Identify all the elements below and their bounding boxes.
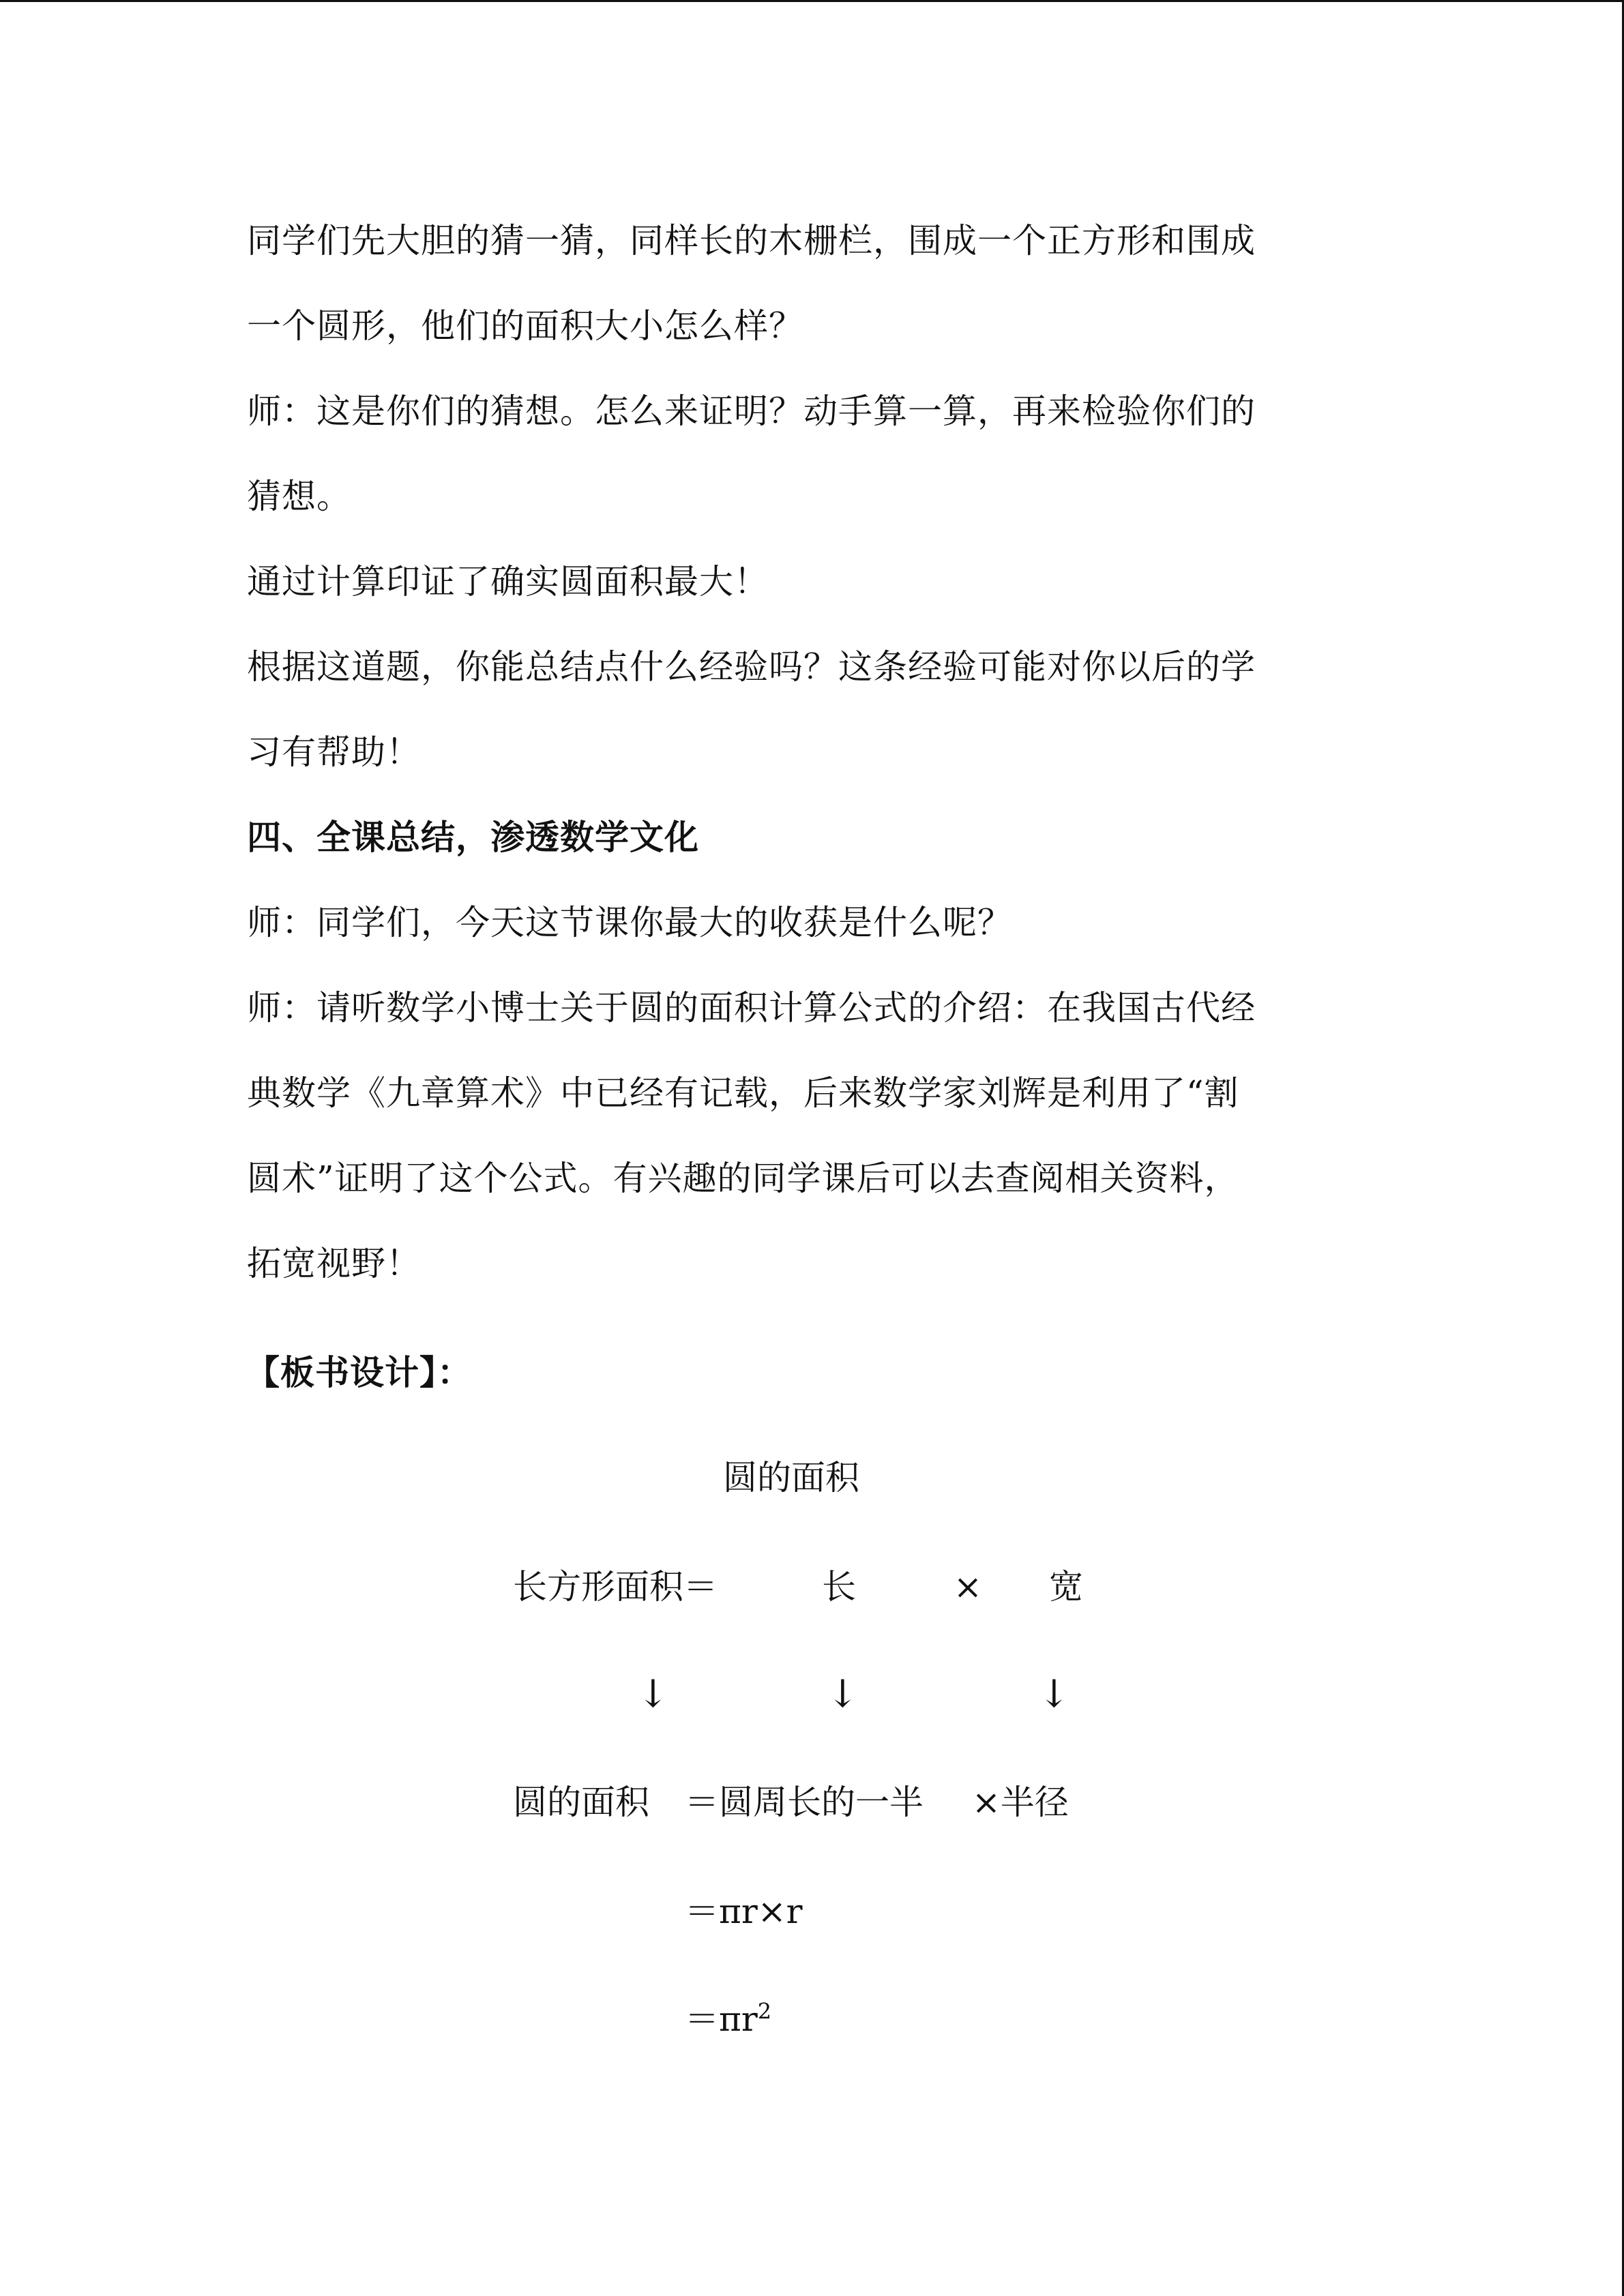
paragraph-line-4: 猜想。 [247, 477, 351, 516]
times-radius-term: ×半径 [972, 1783, 1069, 1822]
rectangle-length: 长 [822, 1567, 856, 1607]
formula-step-pi-r-times-r: ＝πr×r [685, 1892, 803, 1931]
paragraph-line-6: 根据这道题，你能总结点什么经验吗？这条经验可能对你以后的学 [247, 647, 1256, 687]
rectangle-width: 宽 [1049, 1567, 1083, 1607]
paragraph-line-11: 典数学《九章算术》中已经有记载，后来数学家刘辉是利用了“割 [247, 1073, 1239, 1113]
down-arrow-icon: ↓ [637, 1672, 669, 1716]
down-arrow-icon: ↓ [1038, 1672, 1070, 1716]
rectangle-area-label: 长方形面积＝ [513, 1567, 718, 1607]
paragraph-line-1: 同学们先大胆的猜一猜，同样长的木栅栏，围成一个正方形和围成 [247, 221, 1256, 260]
formula-result-base: ＝πr [685, 1999, 758, 2039]
section-heading: 四、全课总结，渗透数学文化 [247, 818, 699, 857]
paragraph-line-13: 拓宽视野！ [247, 1244, 421, 1283]
paragraph-line-10: 师：请听数学小博士关于圆的面积计算公式的介绍：在我国古代经 [247, 988, 1256, 1028]
paragraph-line-12: 圆术”证明了这个公式。有兴趣的同学课后可以去查阅相关资料， [247, 1159, 1239, 1198]
paragraph-line-7: 习有帮助！ [247, 732, 421, 772]
circle-area-label: 圆的面积 [513, 1783, 649, 1822]
paragraph-line-9: 师：同学们，今天这节课你最大的收获是什么呢？ [247, 903, 1012, 942]
formula-result-pi-r-squared [685, 1999, 771, 2040]
paragraph-line-3: 师：这是你们的猜想。怎么来证明？动手算一算，再来检验你们的 [247, 391, 1256, 431]
board-design-heading: 【板书设计】： [246, 1353, 472, 1392]
down-arrow-icon: ↓ [827, 1672, 859, 1716]
paragraph-line-5: 通过计算印证了确实圆面积最大！ [247, 562, 769, 601]
paragraph-line-2: 一个圆形，他们的面积大小怎么样？ [247, 306, 803, 346]
rectangle-times-sign: × [954, 1567, 982, 1607]
half-circumference-term: ＝圆周长的一半 [685, 1783, 924, 1822]
formula-result-exponent: 2 [757, 1998, 772, 2025]
board-title: 圆的面积 [723, 1458, 859, 1497]
